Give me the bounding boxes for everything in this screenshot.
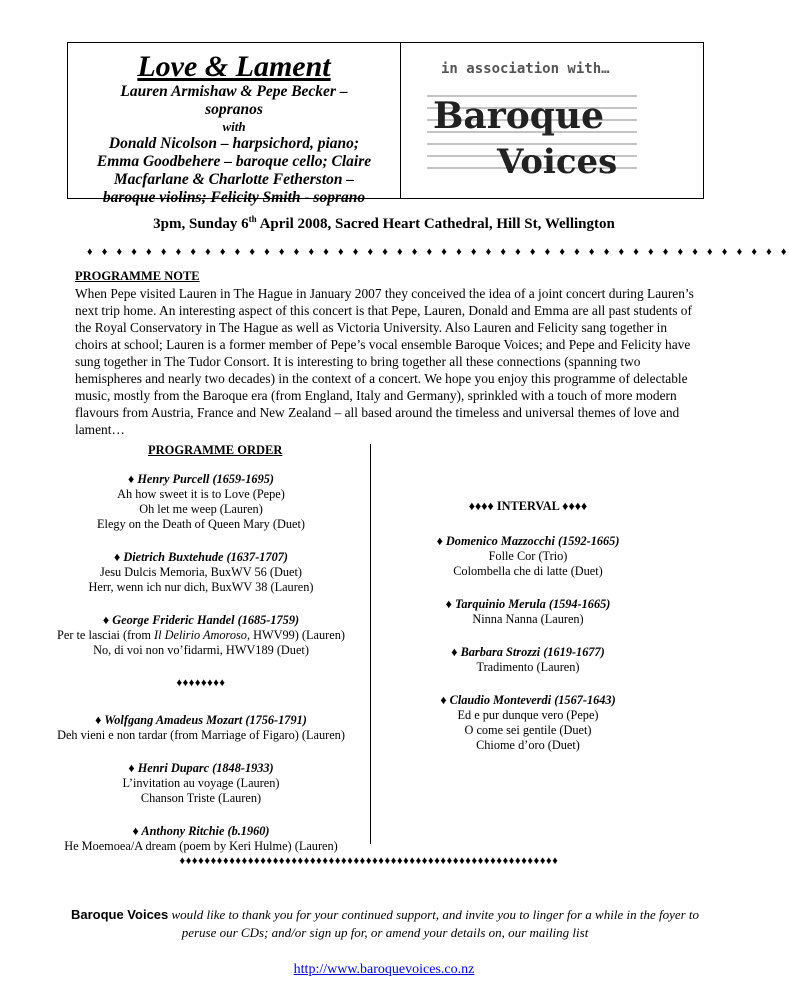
header-box	[67, 42, 704, 206]
association-label: in association with…	[441, 61, 610, 77]
composer-name: ♦ Wolfgang Amadeus Mozart (1756-1791)	[95, 713, 307, 727]
composer-name: ♦ Dietrich Buxtehude (1637-1707)	[114, 550, 288, 564]
work-title: Deh vieni e non tardar (from Marriage of Figaro) (Lauren)	[57, 728, 345, 742]
header-credits	[68, 43, 401, 206]
work-title: He Moemoea/A dream (poem by Keri Hulme) (Lauren)	[64, 839, 338, 853]
with-label: with	[222, 119, 246, 134]
programme-first-half	[40, 472, 362, 872]
composer-group	[40, 761, 362, 806]
work-title: Ninna Nanna (Lauren)	[472, 612, 584, 626]
website-link[interactable]: http://www.baroquevoices.co.nz	[293, 962, 475, 977]
composer-name: ♦ George Frideric Handel (1685-1759)	[102, 613, 300, 627]
logo-baroque: Baroque	[433, 95, 604, 137]
composer-group	[382, 645, 674, 675]
composer-group	[40, 472, 362, 532]
programme-note-text: When Pepe visited Lauren in The Hague in January 2007 they conceived the idea of a joint concert during Lauren’s next trip home. An interesting aspect of this concert is that Pepe, Lauren, Donald and Emma are all past students of the Royal Conservatory in The Hague as well as Victoria University. Also Lauren and Felicity sang together in choirs at school; Lauren is a former member of Pepe’s vocal ensemble Baroque Voices; and Pepe and Felicity have sung together in The Tudor Consort. It is interesting to bring together all these connections (spanning two hemispheres and nearly two decades) in the context of a concert. We hope you enjoy this programme of delectable music, mostly from the Baroque era (from England, Italy and Germany), sprinkled with a touch of more modern flavours from Austria, France and New Zealand – all based around the timeless and universal themes of love and lament…	[75, 286, 694, 437]
composer-name: ♦ Domenico Mazzocchi (1592-1665)	[436, 534, 620, 548]
logo-voices: Voices	[497, 142, 618, 182]
work-title: Chiome d’oro (Duet)	[476, 738, 580, 752]
accompanist-line: Donald Nicolson – harpsichord, piano;	[108, 135, 360, 152]
composer-group	[382, 597, 674, 627]
separator-top: ♦ ♦ ♦ ♦ ♦ ♦ ♦ ♦ ♦ ♦ ♦ ♦ ♦ ♦ ♦ ♦ ♦ ♦ ♦ ♦ ♦ ♦ ♦ ♦ ♦ ♦ ♦ ♦ ♦ ♦ ♦ ♦ ♦ ♦ ♦ ♦ ♦ ♦ ♦ ♦ ♦ ♦ ♦ ♦ ♦ ♦ ♦ ♦	[87, 246, 790, 258]
accompanist-line: Macfarlane & Charlotte Fetherston –	[113, 171, 355, 188]
work-title: Ah how sweet it is to Love (Pepe)	[117, 487, 285, 501]
work-title: No, di voi non vo’fidarmi, HWV189 (Duet)	[93, 643, 309, 657]
baroque-voices-logo	[427, 88, 657, 182]
section-separator: ♦♦♦♦♦♦♦♦	[176, 677, 226, 689]
work-title: Per te lasciai (from Il Delirio Amoroso, HWV99) (Lauren)	[57, 628, 345, 642]
work-title: Folle Cor (Trio)	[488, 549, 568, 563]
work-title: Chanson Triste (Lauren)	[140, 791, 262, 805]
concert-title: Love & Lament	[137, 50, 331, 83]
work-title: Elegy on the Death of Queen Mary (Duet)	[97, 517, 305, 531]
work-title: L’invitation au voyage (Lauren)	[122, 776, 280, 790]
programme-second-half	[382, 499, 674, 771]
composer-name: ♦ Tarquinio Merula (1594-1665)	[445, 597, 611, 611]
composer-group	[40, 713, 362, 743]
interval-label: ♦♦♦♦ INTERVAL ♦♦♦♦	[468, 499, 588, 513]
composer-group	[40, 613, 362, 658]
performers-role: sopranos	[205, 101, 263, 118]
work-title: Tradimento (Lauren)	[476, 660, 580, 674]
performers-line: Lauren Armishaw & Pepe Becker –	[120, 83, 348, 100]
work-title: O come sei gentile (Duet)	[464, 723, 592, 737]
work-title: Ed e pur dunque vero (Pepe)	[457, 708, 599, 722]
composer-name: ♦ Anthony Ritchie (b.1960)	[132, 824, 270, 838]
work-title: Herr, wenn ich nur dich, BuxWV 38 (Lauren)	[88, 580, 314, 594]
composer-name: ♦ Claudio Monteverdi (1567-1643)	[440, 693, 616, 707]
composer-group	[40, 550, 362, 595]
programme-note-heading: PROGRAMME NOTE	[75, 269, 200, 283]
column-divider	[370, 444, 371, 844]
footer-brand: Baroque Voices	[70, 907, 169, 922]
separator-bottom: ♦♦♦♦♦♦♦♦♦♦♦♦♦♦♦♦♦♦♦♦♦♦♦♦♦♦♦♦♦♦♦♦♦♦♦♦♦♦♦♦♦♦♦♦♦♦♦♦♦♦♦♦♦♦♦♦♦♦♦♦♦	[179, 855, 559, 867]
composer-name: ♦ Henri Duparc (1848-1933)	[128, 761, 274, 775]
accompanist-line: Emma Goodbehere – baroque cello; Claire	[96, 153, 372, 170]
composer-group	[40, 824, 362, 854]
work-title: Oh let me weep (Lauren)	[139, 502, 263, 516]
event-details: 3pm, Sunday 6th April 2008, Sacred Heart Cathedral, Hill St, Wellington	[153, 214, 615, 232]
association-panel	[401, 43, 703, 198]
programme-order-heading: PROGRAMME ORDER	[148, 443, 283, 457]
composer-group	[382, 534, 674, 579]
work-title: Colombella che di latte (Duet)	[453, 564, 603, 578]
accompanist-line: baroque violins; Felicity Smith - soprano	[102, 189, 366, 206]
footer-message: Baroque Voices would like to thank you for your continued support, and invite you to linger for a while in the foyer to peruse our CDs; and/or sign up for, or amend your details on, our mailing list	[70, 907, 700, 940]
programme-note	[75, 268, 700, 438]
composer-name: ♦ Barbara Strozzi (1619-1677)	[451, 645, 605, 659]
work-title: Jesu Dulcis Memoria, BuxWV 56 (Duet)	[100, 565, 302, 579]
composer-group	[382, 693, 674, 753]
composer-name: ♦ Henry Purcell (1659-1695)	[128, 472, 274, 486]
